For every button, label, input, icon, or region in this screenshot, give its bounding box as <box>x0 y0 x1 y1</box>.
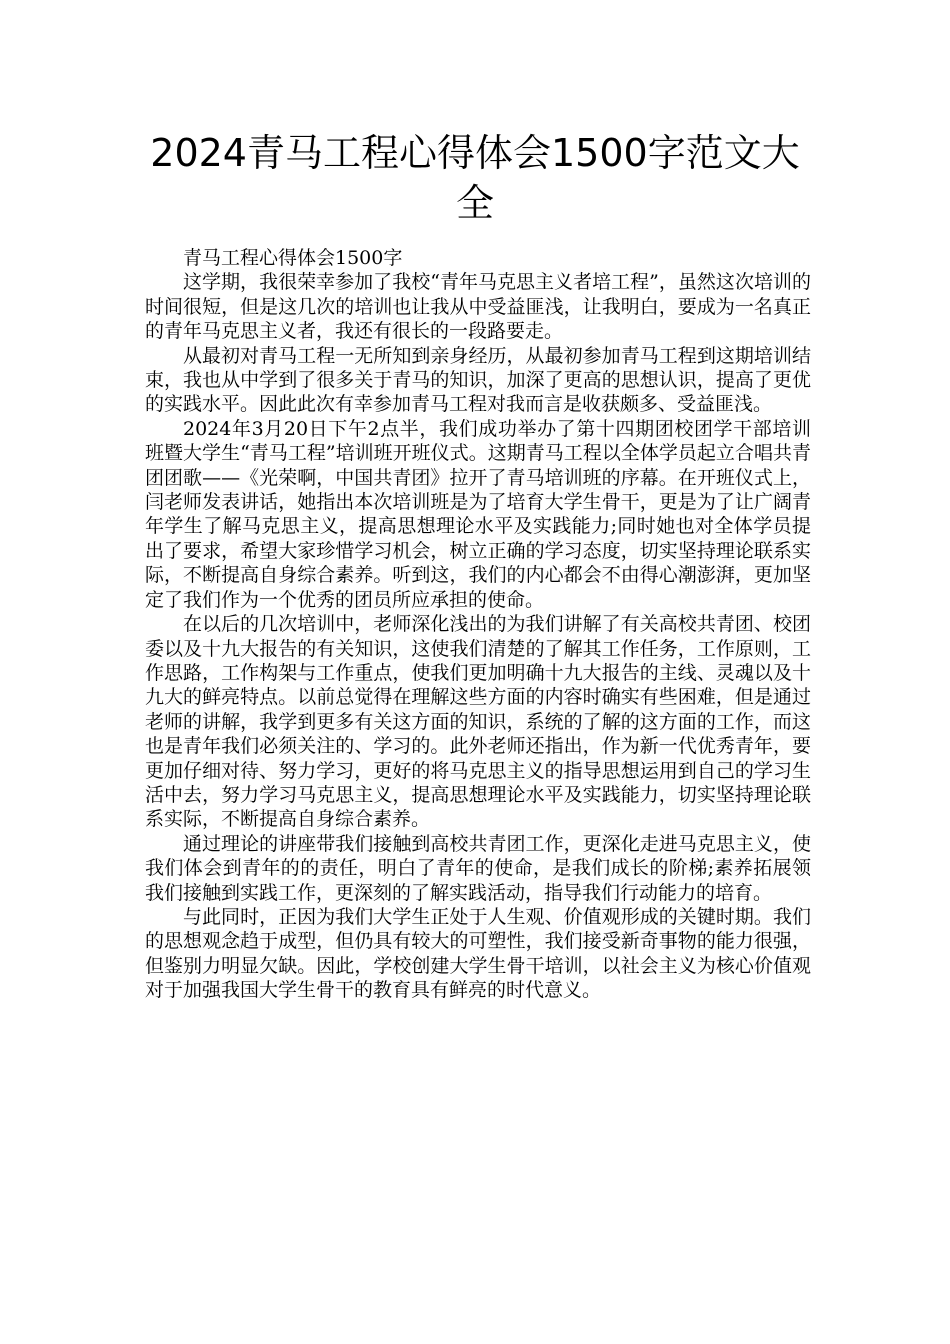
body-paragraph: 从最初对青马工程一无所知到亲身经历，从最初参加青马工程到这期培训结束，我也从中学到了很多关于青马的知识，加深了更高的思想认识，提高了更优的实践水平。因此此次有幸参加青马工程对我而言是收获颇多、受益匪浅。 <box>145 344 811 416</box>
body-paragraph: 2024年3月20日下午2点半，我们成功举办了第十四期团校团学干部培训班暨大学生“青马工程”培训班开班仪式。这期青马工程以全体学员起立合唱共青团团歌——《光荣啊，中国共青团》拉开了青马培训班的序幕。在开班仪式上，闫老师发表讲话，她指出本次培训班是为了培育大学生骨干，更是为了让广阔青年学生了解马克思主义，提高思想理论水平及实践能力;同时她也对全体学员提出了要求，希望大家珍惜学习机会，树立正确的学习态度，切实坚持理论联系实际，不断提高自身综合素养。听到这，我们的内心都会不由得心潮澎湃，更加坚定了我们作为一个优秀的团员所应承担的使命。 <box>145 417 811 611</box>
document-title: 2024青马工程心得体会1500字范文大全 <box>150 131 800 225</box>
body-paragraph: 与此同时，正因为我们大学生正处于人生观、价值观形成的关键时期。我们的思想观念趋于成型，但仍具有较大的可塑性，我们接受新奇事物的能力很强，但鉴别力明显欠缺。因此，学校创建大学生骨干培训，以社会主义为核心价值观对于加强我国大学生骨干的教育具有鲜亮的时代意义。 <box>145 905 811 1002</box>
body-paragraph: 在以后的几次培训中，老师深化浅出的为我们讲解了有关高校共青团、校团委以及十九大报告的有关知识，这使我们清楚的了解其工作任务，工作原则，工作思路，工作构架与工作重点，使我们更加明确十九大报告的主线、灵魂以及十九大的鲜亮特点。以前总觉得在理解这些方面的内容时确实有些困难，但是通过老师的讲解，我学到更多有关这方面的知识，系统的了解的这方面的工作，而这也是青年我们必须关注的、学习的。此外老师还指出，作为新一代优秀青年，要更加仔细对待、努力学习，更好的将马克思主义的指导思想运用到自己的学习生活中去，努力学习马克思主义，提高思想理论水平及实践能力，切实坚持理论联系实际，不断提高自身综合素养。 <box>145 613 811 831</box>
body-paragraph: 通过理论的讲座带我们接触到高校共青团工作，更深化走进马克思主义，使我们体会到青年的的责任，明白了青年的使命，是我们成长的阶梯;素养拓展领我们接触到实践工作，更深刻的了解实践活动，指导我们行动能力的培育。 <box>145 832 811 904</box>
subtitle-paragraph: 青马工程心得体会1500字 <box>183 247 403 269</box>
document-body <box>145 246 811 1003</box>
body-paragraph: 这学期，我很荣幸参加了我校“青年马克思主义者培工程”，虽然这次培训的时间很短，但是这几次的培训也让我从中受益匪浅，让我明白，要成为一名真正的青年马克思主义者，我还有很长的一段路要走。 <box>145 271 811 343</box>
